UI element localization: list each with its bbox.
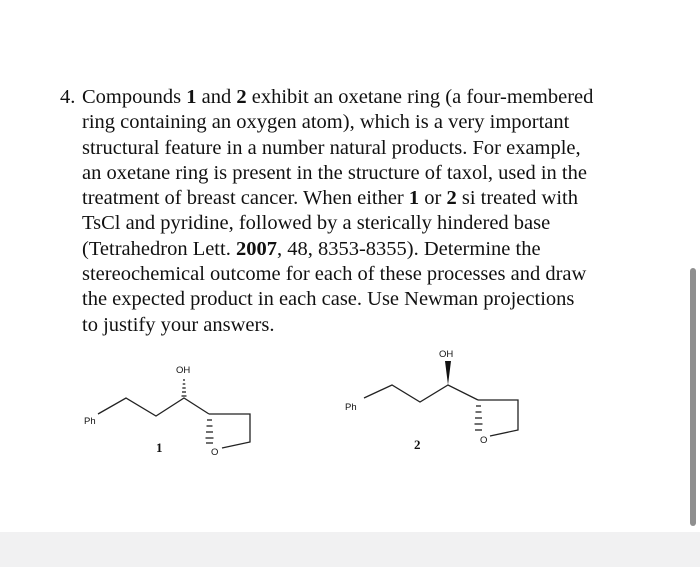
compound-2-carbon-chain [364, 385, 478, 402]
compound-2-wedge-bond [445, 361, 451, 385]
compound-2-oxygen-label: O [480, 435, 488, 446]
compound-1-carbon-chain [98, 398, 209, 416]
compound-2-number-label: 2 [414, 437, 421, 452]
compound-2-oxetane-ring [478, 400, 518, 436]
question-text: stereochemical outcome for each of these processes and draw [82, 263, 587, 286]
compound-2-hydroxyl-label: OH [439, 349, 454, 360]
compound-2-phenyl-label: Ph [345, 402, 357, 413]
bold-reference: 2 [236, 86, 247, 108]
question-text: the expected product in each case. Use Newman projections [82, 288, 575, 311]
compound-1-hydroxyl-label: OH [176, 365, 191, 376]
question-text: exhibit an oxetane ring (a four-membered [246, 86, 594, 108]
bold-reference: 1 [186, 86, 197, 108]
compound-1-oxygen-label: O [211, 447, 219, 458]
vertical-scrollbar[interactable] [690, 268, 696, 526]
question-text: (Tetrahedron Lett. [82, 237, 236, 260]
question-text: Compounds [82, 86, 187, 108]
question-text: or [419, 187, 447, 210]
compound-1-phenyl-label: Ph [84, 416, 96, 427]
compound-1-hashed-bond [182, 380, 187, 396]
bold-reference: 1 [408, 187, 420, 210]
bold-reference: 2 [446, 187, 457, 210]
question-text: structural feature in a number natural products. For example, [82, 136, 581, 159]
question-text: TsCl and pyridine, followed by a sterically hindered base [82, 212, 551, 235]
compound-1-structure [84, 365, 250, 458]
question-text: ring containing an oxygen atom), which is a very important [82, 111, 570, 134]
question-text: si treated with [456, 187, 578, 210]
footer-bar [0, 532, 700, 567]
compound-1-oxetane-ring [209, 414, 250, 448]
compound-1-hashed-ring-bond [206, 420, 214, 443]
compound-2-structure [345, 349, 518, 452]
question-text: an oxetane ring is present in the structure of taxol, used in the [82, 161, 587, 184]
question-text: treatment of breast cancer. When either [82, 187, 409, 210]
compound-2-hashed-ring-bond [475, 406, 483, 430]
question-text: , 48, 8353-8355). Determine the [276, 237, 541, 260]
bold-reference: 2007 [235, 237, 277, 260]
question-text: and [196, 86, 237, 108]
question-number: 4. [60, 86, 76, 108]
compound-1-number-label: 1 [156, 440, 163, 455]
question-text: to justify your answers. [82, 313, 275, 336]
